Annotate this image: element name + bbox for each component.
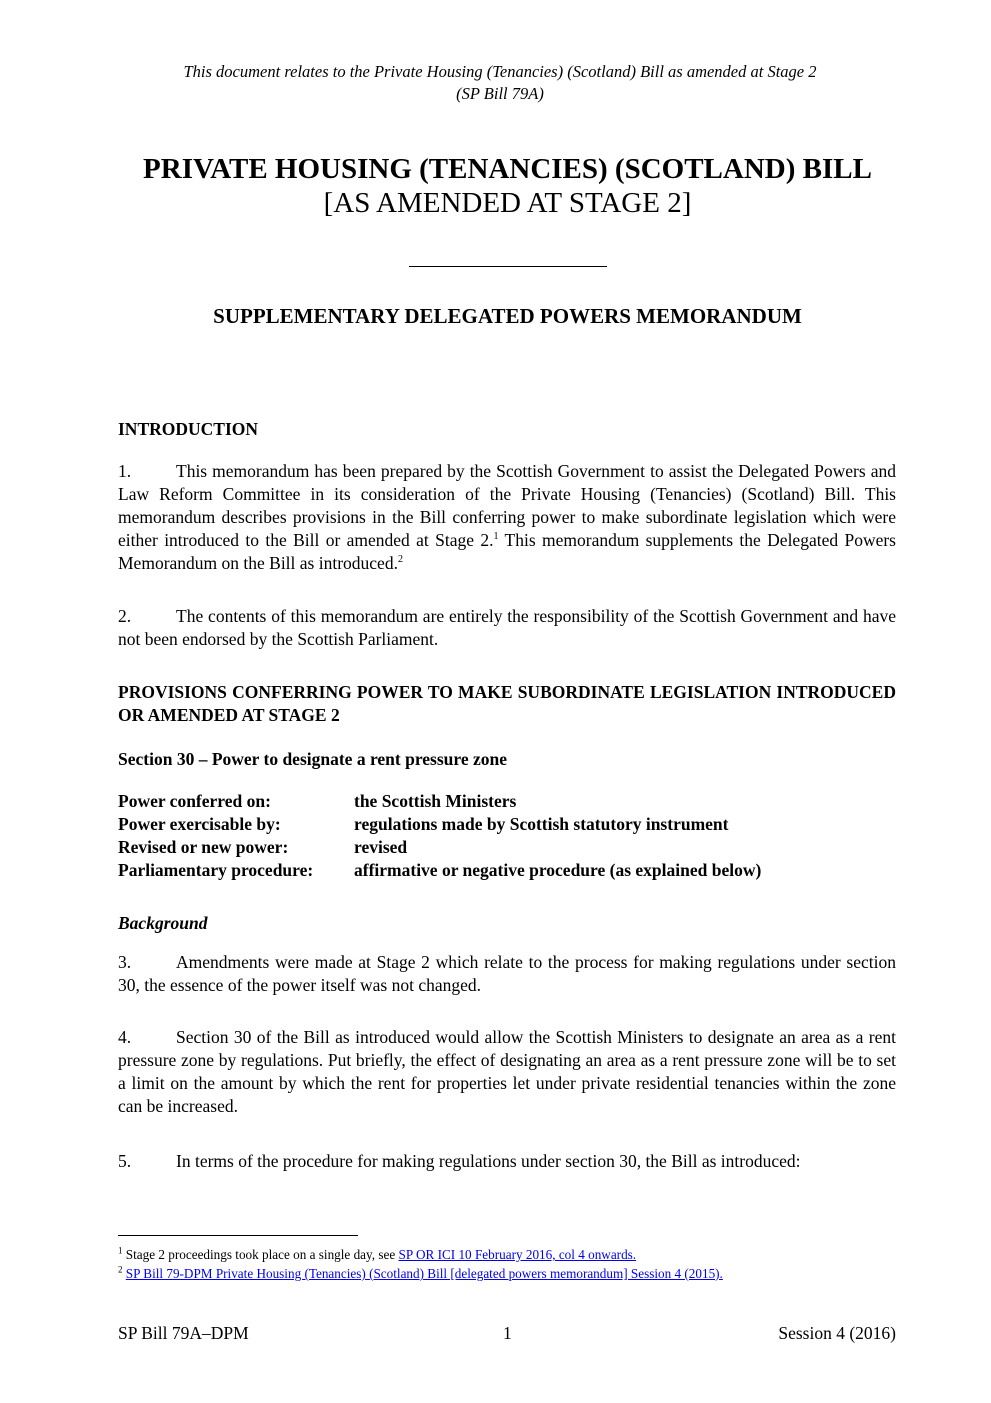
footnote-2 (118, 1264, 918, 1283)
power-row (118, 859, 896, 882)
paragraph-text: Amendments were made at Stage 2 which relate to the process for making regulations under section 30, the essence of the power itself was not changed. (118, 952, 896, 995)
footnote-ref-1[interactable]: 1 (493, 531, 499, 543)
paragraph-4 (118, 1026, 896, 1118)
footnote-number: 2 (118, 1264, 123, 1275)
paragraph-2 (118, 605, 896, 651)
power-label: Revised or new power: (118, 837, 289, 857)
memorandum-title: SUPPLEMENTARY DELEGATED POWERS MEMORANDUM (213, 304, 802, 328)
paragraph-text: In terms of the procedure for making regulations under section 30, the Bill as introduced: (176, 1151, 801, 1171)
footer-document-ref: SP Bill 79A–DPM (118, 1323, 249, 1343)
power-value: revised (354, 837, 408, 857)
paragraph-number: 3. (118, 952, 132, 972)
power-label: Parliamentary procedure: (118, 860, 314, 880)
paragraph-1 (118, 460, 896, 575)
section-30-heading: Section 30 – Power to designate a rent pressure zone (118, 749, 508, 769)
paragraph-number: 4. (118, 1027, 132, 1047)
power-label: Power exercisable by: (118, 814, 281, 834)
paragraph-number: 5. (118, 1151, 132, 1171)
power-value: affirmative or negative procedure (as explained below) (354, 860, 762, 880)
power-row (118, 813, 896, 836)
provisions-heading: PROVISIONS CONFERRING POWER TO MAKE SUBORDINATE LEGISLATION INTRODUCED OR AMENDED AT STAGE 2 (118, 682, 896, 725)
introduction-heading: INTRODUCTION (118, 419, 259, 439)
document-title: PRIVATE HOUSING (TENANCIES) (SCOTLAND) BILL (143, 153, 872, 185)
powers-table (118, 790, 896, 882)
relates-note (100, 61, 900, 105)
footnote-divider (118, 1235, 358, 1236)
relates-line-1: This document relates to the Private Housing (Tenancies) (Scotland) Bill as amended at Stage 2 (183, 62, 817, 81)
footer-session: Session 4 (2016) (778, 1323, 896, 1343)
power-value: the Scottish Ministers (354, 791, 517, 811)
paragraph-text: This memorandum has been prepared by the Scottish Government to assist the Delegated Powers and Law Reform Committee in its consideration of the Private Housing (Tenancies) (Scotland) Bill. This memorandum describes provisions in the Bill conferring power to make subordinate legislation which were either introduced to the Bill or amended at Stage 2. (118, 461, 896, 550)
footnote-number: 1 (118, 1245, 123, 1256)
footnote-link[interactable]: SP Bill 79-DPM Private Housing (Tenancies) (Scotland) Bill [delegated powers memorandum] Session 4 (2015). (125, 1266, 723, 1281)
paragraph-text: Section 30 of the Bill as introduced would allow the Scottish Ministers to designate an area as a rent pressure zone by regulations. Put briefly, the effect of designating an area as a rent pressure zone will be to set a limit on the amount by which the rent for properties let under private residential tenancies within the zone can be increased. (118, 1027, 896, 1116)
paragraph-number: 1. (118, 461, 132, 481)
power-label: Power conferred on: (118, 791, 271, 811)
footnote-1 (118, 1245, 918, 1264)
title-divider (409, 266, 607, 267)
background-heading: Background (118, 913, 208, 933)
document-subtitle: [AS AMENDED AT STAGE 2] (323, 187, 692, 219)
power-value: regulations made by Scottish statutory instrument (354, 814, 729, 834)
footnote-ref-2[interactable]: 2 (397, 554, 403, 566)
power-row (118, 836, 896, 859)
footnote-text: Stage 2 proceedings took place on a single day, see (122, 1247, 399, 1262)
paragraph-3 (118, 951, 896, 997)
paragraph-5 (118, 1150, 896, 1173)
paragraph-text: The contents of this memorandum are entirely the responsibility of the Scottish Government and have not been endorsed by the Scottish Parliament. (118, 606, 896, 649)
paragraph-text: This memorandum supplements the Delegated Powers Memorandum on the Bill as introduced. (118, 530, 896, 573)
relates-line-2: (SP Bill 79A) (456, 84, 544, 103)
footer-page-number: 1 (503, 1323, 512, 1343)
power-row (118, 790, 896, 813)
paragraph-number: 2. (118, 606, 132, 626)
footnote-link[interactable]: SP OR ICI 10 February 2016, col 4 onwards. (398, 1247, 637, 1262)
